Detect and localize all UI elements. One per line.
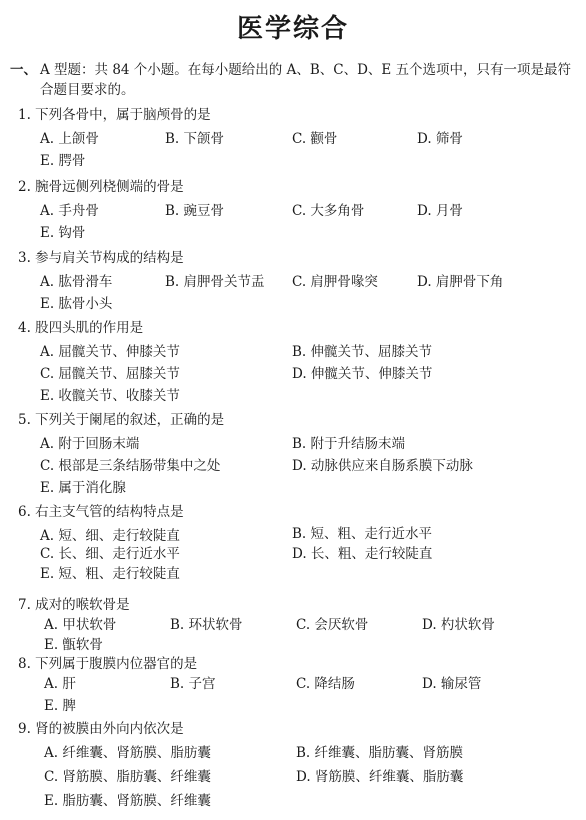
question-stem: 3. 参与肩关节构成的结构是 xyxy=(18,250,184,266)
answer-option-a: A. 屈髋关节、伸膝关节 xyxy=(40,344,180,360)
answer-option-e: E. 脾 xyxy=(44,698,76,714)
question-stem: 7. 成对的喉软骨是 xyxy=(18,597,130,613)
answer-option-e: E. 脂肪囊、肾筋膜、纤维囊 xyxy=(44,793,211,809)
question-stem: 8. 下列属于腹膜内位器官的是 xyxy=(18,656,198,672)
section-number: 一、 xyxy=(10,62,37,78)
answer-option-b: B. 子宫 xyxy=(170,676,216,692)
answer-option-a: A. 甲状软骨 xyxy=(44,617,117,633)
answer-option-c: C. 颧骨 xyxy=(292,131,338,147)
answer-option-c: C. 屈髋关节、屈膝关节 xyxy=(40,366,180,382)
answer-option-d: D. 输尿管 xyxy=(422,676,482,692)
answer-option-c: C. 肾筋膜、脂肪囊、纤维囊 xyxy=(44,769,211,785)
answer-option-e: E. 属于消化腺 xyxy=(40,480,126,496)
answer-option-e: E. 短、粗、走行较陡直 xyxy=(40,566,180,582)
question-stem: 6. 右主支气管的结构特点是 xyxy=(18,504,184,520)
answer-option-d: D. 动脉供应来自肠系膜下动脉 xyxy=(292,458,473,474)
question-stem: 5. 下列关于阑尾的叙述，正确的是 xyxy=(18,412,225,428)
page-title: 医学综合 xyxy=(236,14,349,44)
answer-option-e: E. 钩骨 xyxy=(40,225,86,241)
answer-option-a: A. 肝 xyxy=(44,676,76,692)
answer-option-a: A. 上颌骨 xyxy=(40,131,99,147)
answer-option-c: C. 会厌软骨 xyxy=(296,617,369,633)
answer-option-b: B. 肩胛骨关节盂 xyxy=(165,274,265,290)
answer-option-a: A. 短、细、走行较陡直 xyxy=(40,528,180,544)
answer-option-b: B. 附于升结肠末端 xyxy=(292,436,406,452)
section-instructions: A 型题：共 84 个小题。在每小题给出的 A、B、C、D、E 五个选项中，只有一项是最符合题目要求的。 xyxy=(40,62,572,98)
answer-option-c: C. 长、细、走行近水平 xyxy=(40,546,180,562)
question-stem: 4. 股四头肌的作用是 xyxy=(18,320,144,336)
answer-option-d: D. 肾筋膜、纤维囊、脂肪囊 xyxy=(296,769,464,785)
section-header xyxy=(10,60,576,100)
answer-option-e: E. 收髋关节、收膝关节 xyxy=(40,388,180,404)
answer-option-d: D. 长、粗、走行较陡直 xyxy=(292,546,433,562)
answer-option-b: B. 豌豆骨 xyxy=(165,203,225,219)
answer-option-c: C. 大多角骨 xyxy=(292,203,365,219)
answer-option-e: E. 肱骨小头 xyxy=(40,296,113,312)
answer-option-a: A. 附于回肠末端 xyxy=(40,436,140,452)
question-stem: 1. 下列各骨中，属于脑颅骨的是 xyxy=(18,107,211,123)
answer-option-b: B. 伸髋关节、屈膝关节 xyxy=(292,344,433,360)
answer-option-a: A. 纤维囊、肾筋膜、脂肪囊 xyxy=(44,745,211,761)
answer-option-d: D. 杓状软骨 xyxy=(422,617,495,633)
answer-option-d: D. 月骨 xyxy=(417,203,463,219)
answer-option-e: E. 甑软骨 xyxy=(44,637,103,653)
answer-option-d: D. 肩胛骨下角 xyxy=(417,274,504,290)
answer-option-a: A. 肱骨滑车 xyxy=(40,274,113,290)
answer-option-c: C. 根部是三条结肠带集中之处 xyxy=(40,458,221,474)
answer-option-b: B. 下颌骨 xyxy=(165,131,225,147)
answer-option-a: A. 手舟骨 xyxy=(40,203,99,219)
answer-option-b: B. 环状软骨 xyxy=(170,617,243,633)
question-stem: 9. 肾的被膜由外向内依次是 xyxy=(18,721,184,737)
answer-option-b: B. 短、粗、走行近水平 xyxy=(292,526,433,542)
answer-option-d: D. 筛骨 xyxy=(417,131,463,147)
answer-option-c: C. 肩胛骨喙突 xyxy=(292,274,378,290)
answer-option-b: B. 纤维囊、脂肪囊、肾筋膜 xyxy=(296,745,464,761)
question-stem: 2. 腕骨远侧列桡侧端的骨是 xyxy=(18,179,184,195)
answer-option-e: E. 腭骨 xyxy=(40,153,86,169)
answer-option-c: C. 降结肠 xyxy=(296,676,355,692)
answer-option-d: D. 伸髋关节、伸膝关节 xyxy=(292,366,433,382)
